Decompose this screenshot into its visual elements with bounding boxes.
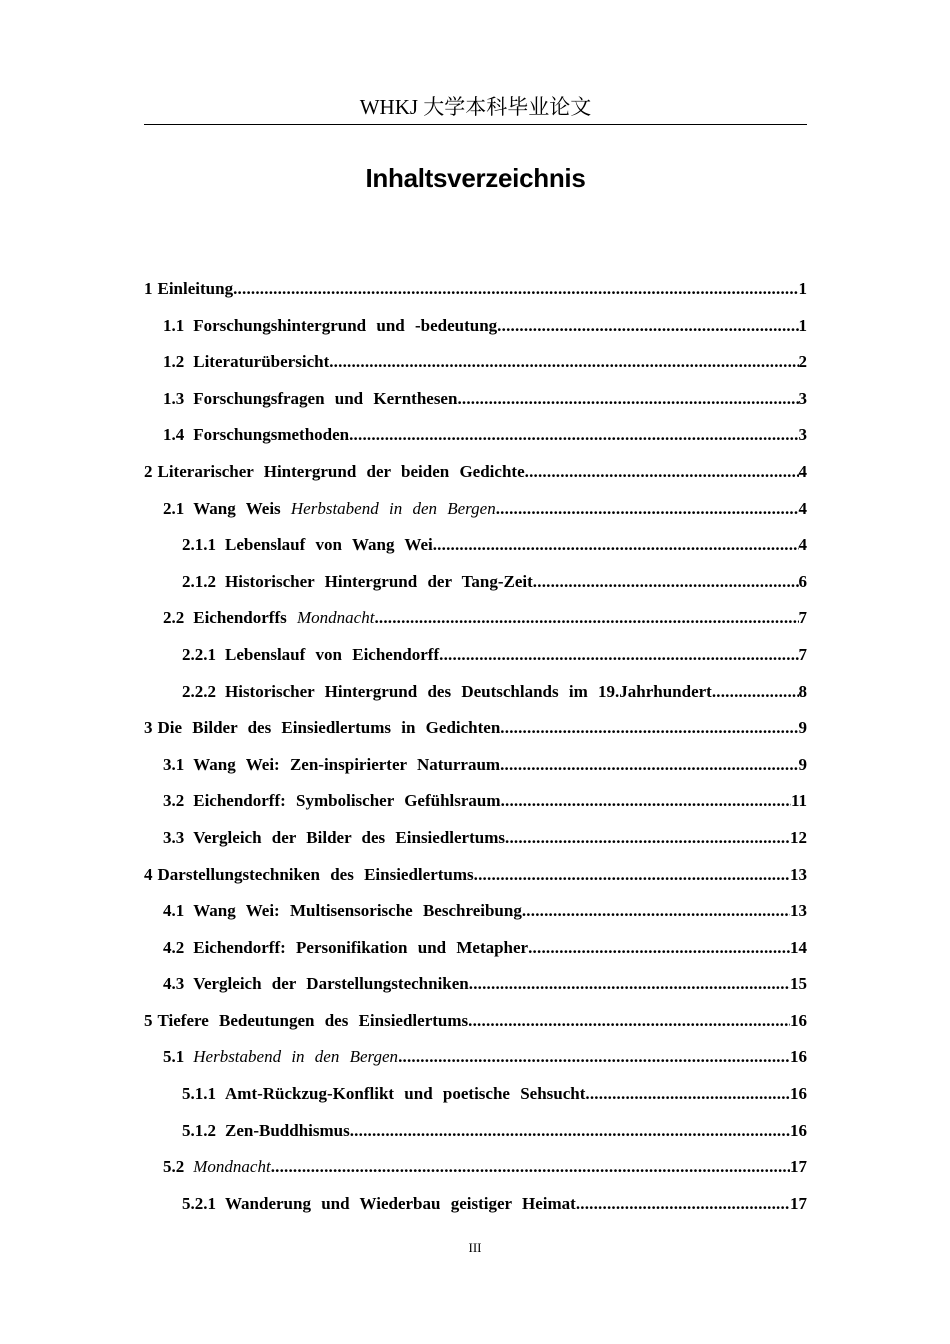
toc-entry-title-part: Vergleich der Darstellungstechniken [193, 974, 469, 994]
toc-entry-3-1[interactable] [144, 747, 807, 784]
dot-leader [522, 893, 790, 930]
toc-entry-number: 1 [144, 279, 153, 298]
toc-entry-title [225, 1113, 350, 1150]
dot-leader [474, 857, 790, 894]
toc-entry-title [158, 710, 501, 747]
toc-entry-title-part: Lebenslauf von Eichendorff [225, 644, 440, 664]
toc-entry-page-number: 8 [798, 681, 807, 701]
toc-entry-page-number: 16 [790, 1047, 807, 1067]
toc-entry-5-2-1[interactable] [144, 1186, 807, 1223]
toc-entry-title [158, 1003, 469, 1040]
toc-entry-title [193, 1039, 398, 1076]
running-header: WHKJ 大学本科毕业论文 [144, 92, 807, 125]
toc-entry-1-3[interactable] [144, 381, 807, 418]
toc-entry-title-part: Eichendorff: Symbolischer Gefühlsraum [193, 791, 501, 811]
toc-entry-title-part: Forschungshintergrund und -bedeutung [193, 315, 498, 335]
toc-entry-number: 2.2.2 [182, 681, 216, 701]
toc-entry-2[interactable] [144, 454, 807, 491]
toc-entry-number: 3.3 [163, 827, 185, 847]
toc-entry-page-number: 17 [790, 1193, 807, 1213]
toc-entry-page-number: 9 [798, 754, 807, 774]
toc-entry-page-number: 17 [790, 1157, 807, 1177]
toc-entry-title-part: Mondnacht [297, 608, 375, 628]
dot-leader [501, 783, 791, 820]
toc-entry-title-part: Die Bilder des Einsiedlertums in Gedichten [157, 718, 501, 738]
toc-entry-page-number: 7 [798, 608, 807, 628]
toc-entry-page-number: 9 [798, 718, 807, 738]
toc-entry-number: 2.1 [163, 498, 185, 518]
toc-entry-page-number: 1 [798, 315, 807, 335]
toc-entry-title [193, 820, 505, 857]
toc-entry-title [193, 344, 329, 381]
toc-entry-title [193, 308, 497, 345]
table-of-contents [144, 271, 807, 1222]
toc-entry-title [193, 491, 495, 528]
toc-entry-number: 3.1 [163, 754, 185, 774]
toc-entry-title-part: Vergleich der Bilder des Einsiedlertums [193, 827, 505, 847]
toc-entry-title-part: Historischer Hintergrund des Deutschlands im 19.Jahrhundert [225, 681, 712, 701]
toc-entry-page-number: 13 [790, 901, 807, 921]
toc-entry-page-number: 4 [798, 498, 807, 518]
toc-entry-page-number: 6 [798, 571, 807, 591]
toc-entry-title [158, 271, 234, 308]
toc-entry-title-part: Historischer Hintergrund der Tang-Zeit [225, 571, 533, 591]
toc-entry-title-part: Amt-Rückzug-Konflikt und poetische Sehsucht [225, 1084, 586, 1104]
dot-leader [439, 637, 798, 674]
toc-title: Inhaltsverzeichnis [365, 163, 586, 193]
toc-entry-title-part: Herbstabend in den Bergen [290, 498, 496, 518]
toc-entry-number: 4.1 [163, 901, 185, 921]
dot-leader [457, 381, 798, 418]
toc-entry-title-part: Wang Wei: Multisensorische Beschreibung [193, 901, 522, 921]
toc-entry-3[interactable] [144, 710, 807, 747]
toc-entry-title-part: Lebenslauf von Wang Wei [225, 535, 433, 555]
toc-entry-title [193, 600, 374, 637]
toc-entry-title [193, 893, 522, 930]
dot-leader [350, 1113, 790, 1150]
dot-leader [500, 710, 798, 747]
toc-entry-number: 5.2.1 [182, 1193, 216, 1213]
toc-entry-title-part: Einleitung [157, 279, 234, 298]
dot-leader [576, 1186, 790, 1223]
toc-entry-title [193, 417, 349, 454]
toc-entry-number: 3 [144, 718, 153, 738]
toc-entry-title [193, 930, 528, 967]
toc-entry-title-part: Mondnacht [193, 1157, 271, 1177]
toc-entry-number: 2.1.1 [182, 535, 216, 555]
dot-leader [469, 966, 790, 1003]
toc-entry-page-number: 7 [798, 644, 807, 664]
toc-entry-5-1-2[interactable] [144, 1113, 807, 1150]
toc-entry-page-number: 2 [798, 352, 807, 372]
toc-entry-title [225, 637, 439, 674]
toc-entry-title [225, 564, 533, 601]
toc-entry-title [193, 966, 469, 1003]
toc-entry-number: 5.1.2 [182, 1120, 216, 1140]
toc-entry-page-number: 16 [790, 1084, 807, 1104]
toc-entry-page-number: 14 [790, 937, 807, 957]
toc-entry-title [193, 381, 457, 418]
dot-leader [712, 674, 799, 711]
dot-leader [374, 600, 798, 637]
toc-entry-title-part: Zen-Buddhismus [225, 1120, 350, 1140]
toc-entry-number: 1.1 [163, 315, 185, 335]
toc-entry-title-part: Tiefere Bedeutungen des Einsiedlertums [157, 1010, 469, 1030]
toc-entry-number: 5.1.1 [182, 1084, 216, 1104]
toc-entry-number: 1.4 [163, 425, 185, 445]
toc-entry-4-1[interactable] [144, 893, 807, 930]
toc-entry-number: 1.2 [163, 352, 185, 372]
toc-entry-page-number: 15 [790, 974, 807, 994]
dot-leader [525, 454, 799, 491]
toc-entry-2-2[interactable] [144, 600, 807, 637]
toc-entry-number: 1.3 [163, 388, 185, 408]
toc-entry-title [225, 1076, 585, 1113]
toc-entry-title-part: Eichendorffs [193, 608, 297, 628]
dot-leader [500, 747, 798, 784]
dot-leader [585, 1076, 790, 1113]
toc-entry-5-2[interactable] [144, 1149, 807, 1186]
dot-leader [496, 491, 799, 528]
toc-entry-title [193, 1149, 270, 1186]
toc-entry-title-part: Literaturübersicht [193, 352, 330, 372]
dot-leader [468, 1003, 790, 1040]
toc-entry-3-3[interactable] [144, 820, 807, 857]
toc-entry-page-number: 1 [798, 279, 807, 298]
toc-entry-title [158, 857, 474, 894]
toc-entry-number: 2.2 [163, 608, 185, 628]
toc-entry-5[interactable] [144, 1003, 807, 1040]
toc-entry-title-part: Wang Weis [193, 498, 291, 518]
toc-entry-page-number: 13 [790, 864, 807, 884]
toc-entry-number: 2.1.2 [182, 571, 216, 591]
toc-entry-title [225, 527, 433, 564]
toc-entry-title [225, 1186, 576, 1223]
toc-entry-page-number: 4 [798, 461, 807, 481]
toc-entry-2-2-1[interactable] [144, 637, 807, 674]
toc-entry-page-number: 16 [790, 1010, 807, 1030]
toc-entry-number: 5 [144, 1010, 153, 1030]
dot-leader [497, 308, 798, 345]
toc-entry-page-number: 4 [798, 535, 807, 555]
dot-leader [528, 930, 790, 967]
toc-entry-2-1[interactable] [144, 491, 807, 528]
toc-entry-4[interactable] [144, 857, 807, 894]
dot-leader [271, 1149, 790, 1186]
toc-entry-1-4[interactable] [144, 417, 807, 454]
toc-entry-title-part: Forschungsfragen und Kernthesen [193, 388, 458, 408]
toc-entry-title-part: Literarischer Hintergrund der beiden Gedichte [157, 461, 525, 481]
toc-entry-page-number: 16 [790, 1120, 807, 1140]
toc-entry-2-2-2[interactable] [144, 674, 807, 711]
dot-leader [329, 344, 798, 381]
toc-entry-title-part: Darstellungstechniken des Einsiedlertums [157, 864, 474, 884]
toc-entry-number: 3.2 [163, 791, 185, 811]
toc-entry-title-part: Wanderung und Wiederbau geistiger Heimat [225, 1193, 576, 1213]
toc-entry-5-1[interactable] [144, 1039, 807, 1076]
toc-entry-3-2[interactable] [144, 783, 807, 820]
dot-leader [233, 271, 798, 308]
toc-entry-4-2[interactable] [144, 930, 807, 967]
toc-entry-title [158, 454, 525, 491]
page-number-footer: III [468, 1240, 482, 1255]
dot-leader [505, 820, 790, 857]
dot-leader [398, 1039, 790, 1076]
toc-entry-1[interactable] [144, 271, 807, 308]
toc-entry-4-3[interactable] [144, 966, 807, 1003]
toc-entry-5-1-1[interactable] [144, 1076, 807, 1113]
dot-leader [349, 417, 798, 454]
toc-entry-page-number: 12 [790, 827, 807, 847]
toc-entry-title [225, 674, 712, 711]
toc-entry-title-part: Eichendorff: Personifikation und Metapher [193, 937, 529, 957]
dot-leader [533, 564, 799, 601]
toc-entry-number: 5.2 [163, 1157, 185, 1177]
toc-entry-title-part: Forschungsmethoden [193, 425, 350, 445]
toc-entry-1-1[interactable] [144, 308, 807, 345]
toc-entry-title-part: Wang Wei: Zen-inspirierter Naturraum [193, 754, 501, 774]
dot-leader [433, 527, 799, 564]
toc-entry-title [193, 783, 500, 820]
toc-entry-2-1-2[interactable] [144, 564, 807, 601]
toc-entry-number: 4.3 [163, 974, 185, 994]
toc-entry-number: 4 [144, 864, 153, 884]
toc-entry-title-part: Herbstabend in den Bergen [193, 1047, 399, 1067]
toc-entry-number: 5.1 [163, 1047, 185, 1067]
toc-entry-2-1-1[interactable] [144, 527, 807, 564]
toc-entry-page-number: 3 [798, 425, 807, 445]
toc-entry-number: 2 [144, 461, 153, 481]
toc-entry-number: 4.2 [163, 937, 185, 957]
toc-entry-title [193, 747, 500, 784]
toc-entry-number: 2.2.1 [182, 644, 216, 664]
toc-entry-1-2[interactable] [144, 344, 807, 381]
toc-entry-page-number: 11 [790, 791, 807, 811]
toc-entry-page-number: 3 [798, 388, 807, 408]
